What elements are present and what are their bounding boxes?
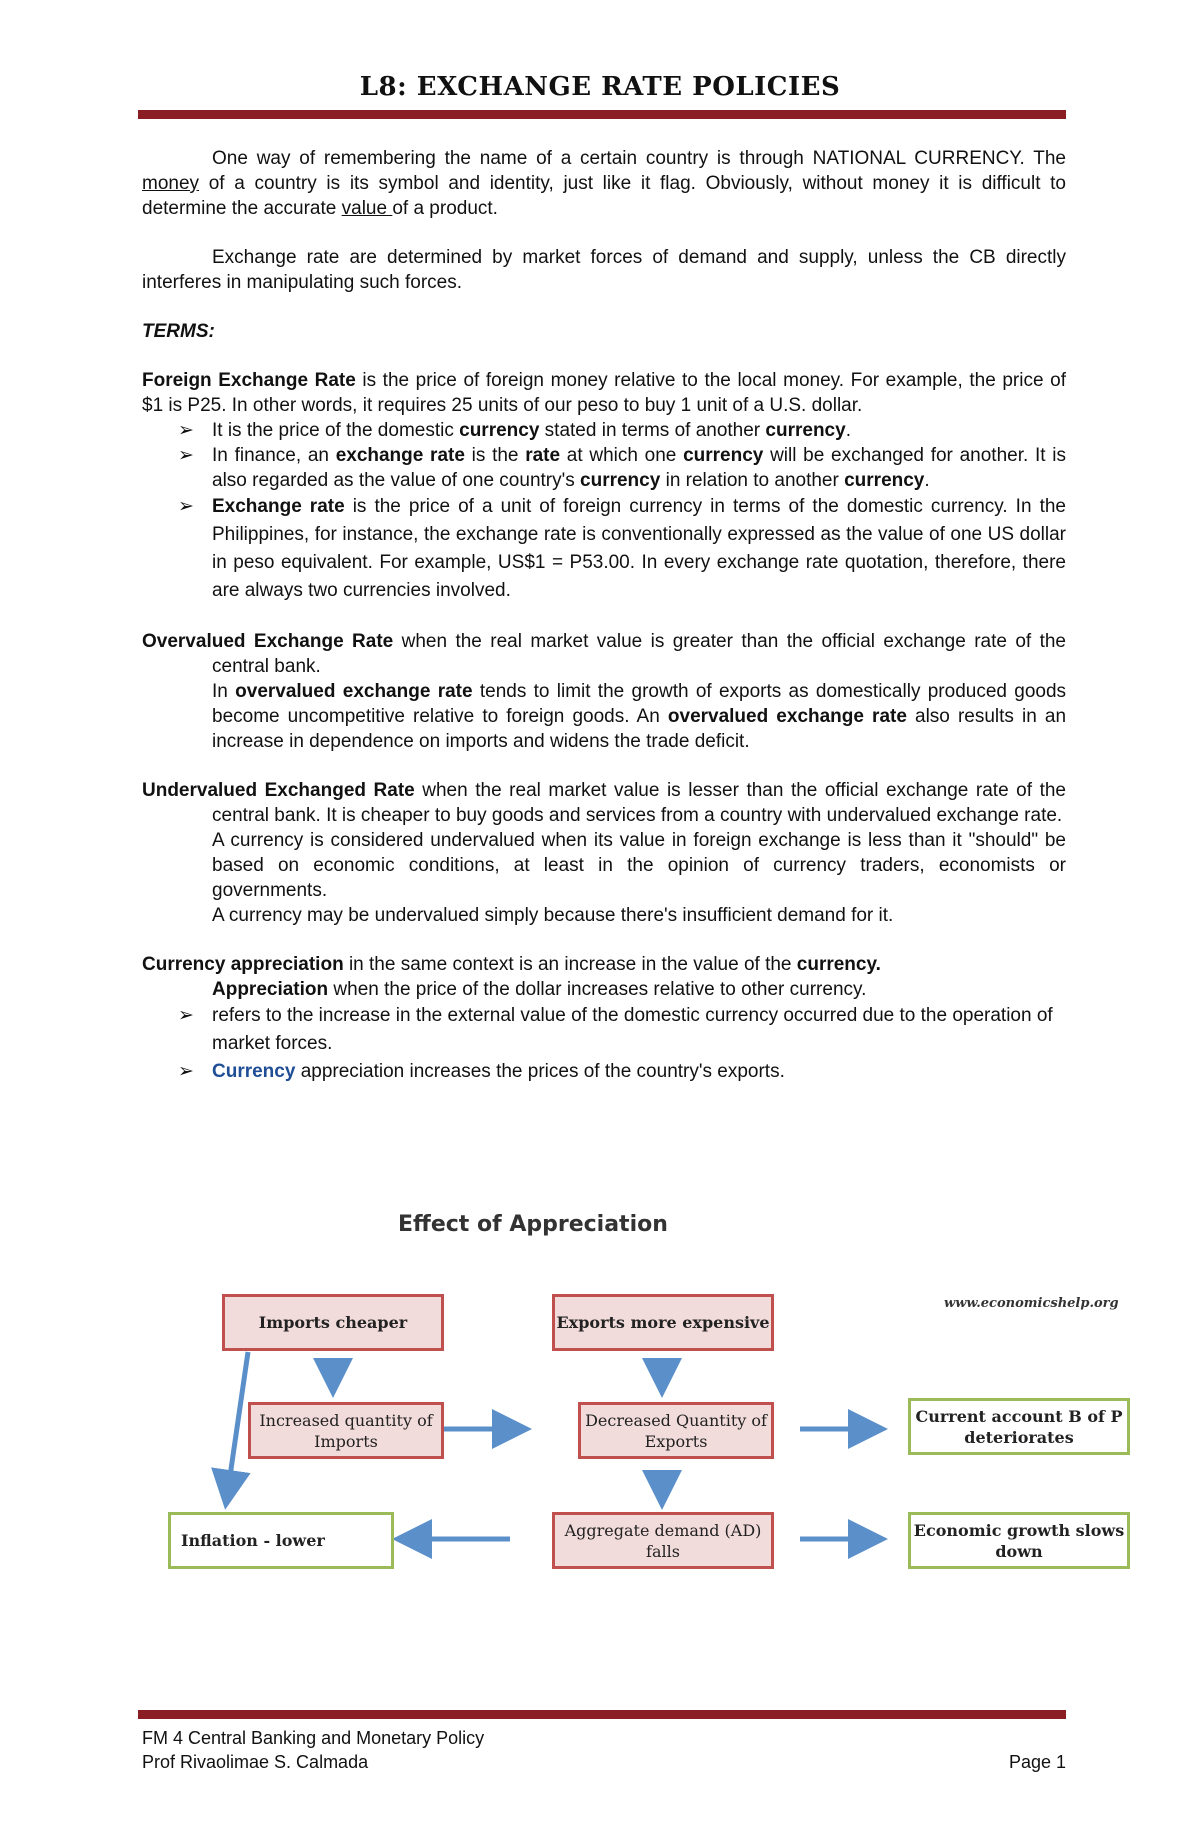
page-footer	[142, 1726, 1066, 1774]
list-item: ➢ It is the price of the domestic currency stated in terms of another currency.	[178, 420, 851, 441]
box-inflation-lower: Inflation - lower	[168, 1512, 394, 1569]
box-aggregate-demand-falls: Aggregate demand (AD) falls	[552, 1512, 774, 1569]
page-number: Page 1	[1008, 1752, 1066, 1772]
terms-heading: TERMS:	[142, 321, 215, 342]
undervalued-definition: Undervalued Exchanged Rate when the real market value is lesser than the official exchange rate of the central bank. It is cheaper to buy goods and services from a country with undervalued exchange rate.	[142, 780, 1066, 826]
list-item: ➢ In finance, an exchange rate is the rate at which one currency will be exchanged for another. It is also regarded as the value of one country's currency in relation to another currency.	[178, 445, 1066, 491]
list-item: ➢ refers to the increase in the external value of the domestic currency occurred due to the operation of market forces.	[142, 1002, 1066, 1058]
undervalued-paragraph-2: A currency is considered undervalued when its value in foreign exchange is less than it "should" be based on economic conditions, at least in the opinion of currency traders, economists or governments.	[212, 830, 1066, 901]
box-increased-quantity-of-imports: Increased quantity of Imports	[248, 1402, 444, 1459]
footer-professor: Prof Rivaolimae S. Calmada	[142, 1752, 369, 1772]
arrow-bullet-icon: ➢	[178, 1061, 194, 1082]
foreign-exchange-bullets	[142, 418, 1066, 605]
list-item: ➢ Exchange rate is the price of a unit of foreign currency in terms of the domestic currency. In the Philippines, for instance, the exchange rate is conventionally expressed as the value of one US dollar in peso equivalent. For example, US$1 = P53.00. In every exchange rate quotation, therefore, there are always two currencies involved.	[142, 493, 1066, 605]
box-economic-growth-slows: Economic growth slows down	[908, 1512, 1130, 1569]
page-title: L8: EXCHANGE RATE POLICIES	[359, 72, 841, 102]
arrow-imports-to-inflation	[228, 1352, 248, 1490]
foreign-exchange-rate-definition: Foreign Exchange Rate is the price of foreign money relative to the local money. For example, the price of $1 is P25. In other words, it requires 25 units of our peso to buy 1 unit of a U.S. dollar.	[142, 370, 1066, 416]
appreciation-line-2: Appreciation when the price of the dollar increases relative to other currency.	[212, 979, 867, 1000]
title-rule	[138, 110, 1066, 119]
footer-rule	[138, 1710, 1066, 1719]
effect-of-appreciation-diagram	[160, 1206, 1140, 1626]
box-imports-cheaper: Imports cheaper	[222, 1294, 444, 1351]
document-body	[142, 146, 1066, 1086]
overvalued-definition: Overvalued Exchange Rate when the real market value is greater than the official exchange rate of the central bank.	[142, 631, 1066, 677]
intro-paragraph-2: Exchange rate are determined by market forces of demand and supply, unless the CB directly interferes in manipulating such forces.	[142, 247, 1066, 293]
arrow-bullet-icon: ➢	[178, 1005, 194, 1026]
appreciation-definition: Currency appreciation in the same context is an increase in the value of the currency.	[142, 954, 881, 975]
intro-paragraph-1: One way of remembering the name of a certain country is through NATIONAL CURRENCY. The money of a country is its symbol and identity, just like it flag. Obviously, without money it is difficult to determine the accurate value of a product.	[142, 148, 1066, 219]
diagram-title: Effect of Appreciation	[398, 1212, 668, 1237]
box-exports-more-expensive: Exports more expensive	[552, 1294, 774, 1351]
box-decreased-quantity-of-exports: Decreased Quantity of Exports	[578, 1402, 774, 1459]
box-current-account-deteriorates: Current account B of P deteriorates	[908, 1398, 1130, 1455]
arrow-bullet-icon: ➢	[178, 496, 194, 517]
appreciation-bullets	[142, 1002, 1066, 1086]
overvalued-paragraph: In overvalued exchange rate tends to limit the growth of exports as domestically produced goods become uncompetitive relative to foreign goods. An overvalued exchange rate also results in an increase in dependence on imports and widens the trade deficit.	[212, 681, 1067, 752]
arrow-bullet-icon: ➢	[178, 420, 194, 441]
footer-course: FM 4 Central Banking and Monetary Policy	[142, 1728, 485, 1748]
diagram-source: www.economicshelp.org	[944, 1296, 1119, 1311]
arrow-bullet-icon: ➢	[178, 445, 194, 466]
list-item: ➢ Currency appreciation increases the prices of the country's exports.	[142, 1058, 1066, 1086]
undervalued-paragraph-3: A currency may be undervalued simply because there's insufficient demand for it.	[212, 905, 894, 926]
